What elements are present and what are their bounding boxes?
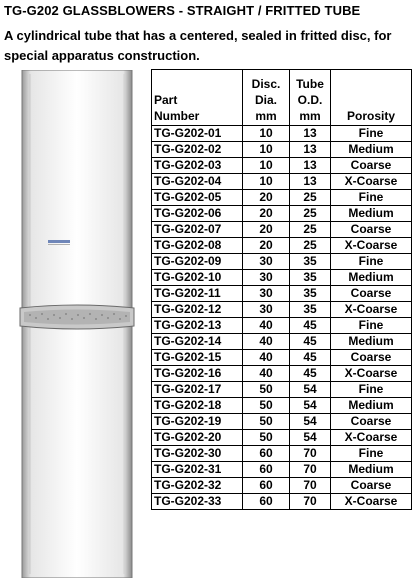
- header-disc-dia: Disc. Dia. mm: [243, 70, 290, 126]
- cell-disc-dia: 20: [243, 206, 290, 222]
- cell-part-number: TG-G202-15: [152, 350, 243, 366]
- cell-part-number: TG-G202-12: [152, 302, 243, 318]
- cell-porosity: Fine: [331, 254, 412, 270]
- cell-tube-od: 45: [290, 318, 331, 334]
- table-row: [152, 350, 412, 366]
- table-row: [152, 158, 412, 174]
- cell-porosity: Medium: [331, 142, 412, 158]
- table-row: [152, 430, 412, 446]
- cell-part-number: TG-G202-08: [152, 238, 243, 254]
- cell-part-number: TG-G202-13: [152, 318, 243, 334]
- cell-disc-dia: 10: [243, 126, 290, 142]
- page-title: TG-G202 GLASSBLOWERS - STRAIGHT / FRITTED TUBE: [4, 3, 361, 18]
- fritted-tube-illustration: [0, 70, 150, 578]
- table-body: [152, 126, 412, 510]
- cell-porosity: Coarse: [331, 414, 412, 430]
- cell-disc-dia: 20: [243, 190, 290, 206]
- cell-disc-dia: 60: [243, 494, 290, 510]
- cell-porosity: Medium: [331, 334, 412, 350]
- table-row: [152, 446, 412, 462]
- cell-disc-dia: 20: [243, 222, 290, 238]
- cell-porosity: X-Coarse: [331, 174, 412, 190]
- tube-logo: [48, 240, 70, 245]
- cell-part-number: TG-G202-10: [152, 270, 243, 286]
- cell-disc-dia: 40: [243, 318, 290, 334]
- table-row: [152, 318, 412, 334]
- fritted-disc: [20, 305, 134, 329]
- cell-disc-dia: 60: [243, 478, 290, 494]
- table-row: [152, 270, 412, 286]
- cell-part-number: TG-G202-06: [152, 206, 243, 222]
- cell-tube-od: 25: [290, 190, 331, 206]
- cell-part-number: TG-G202-09: [152, 254, 243, 270]
- cell-tube-od: 25: [290, 206, 331, 222]
- cell-porosity: Coarse: [331, 158, 412, 174]
- table-row: [152, 142, 412, 158]
- cell-part-number: TG-G202-32: [152, 478, 243, 494]
- cell-tube-od: 70: [290, 462, 331, 478]
- cell-part-number: TG-G202-16: [152, 366, 243, 382]
- table-row: [152, 414, 412, 430]
- cell-disc-dia: 30: [243, 286, 290, 302]
- table-row: [152, 494, 412, 510]
- cell-tube-od: 45: [290, 366, 331, 382]
- product-description: A cylindrical tube that has a centered, sealed in fritted disc, for special apparatus construction.: [4, 28, 392, 63]
- cell-tube-od: 35: [290, 302, 331, 318]
- header-tube-od: Tube O.D. mm: [290, 70, 331, 126]
- cell-disc-dia: 30: [243, 270, 290, 286]
- cell-porosity: Medium: [331, 270, 412, 286]
- cell-porosity: Fine: [331, 446, 412, 462]
- table-header-row: [152, 70, 412, 126]
- cell-part-number: TG-G202-01: [152, 126, 243, 142]
- table-row: [152, 382, 412, 398]
- cell-tube-od: 35: [290, 270, 331, 286]
- header-part-number: Part Number: [152, 70, 243, 126]
- cell-disc-dia: 50: [243, 382, 290, 398]
- cell-part-number: TG-G202-19: [152, 414, 243, 430]
- cell-part-number: TG-G202-07: [152, 222, 243, 238]
- specifications-table: [151, 69, 412, 510]
- cell-porosity: Coarse: [331, 350, 412, 366]
- cell-part-number: TG-G202-17: [152, 382, 243, 398]
- table-row: [152, 222, 412, 238]
- cell-disc-dia: 50: [243, 398, 290, 414]
- cell-porosity: Medium: [331, 206, 412, 222]
- cell-porosity: Medium: [331, 462, 412, 478]
- cell-disc-dia: 50: [243, 414, 290, 430]
- table-row: [152, 126, 412, 142]
- cell-disc-dia: 40: [243, 350, 290, 366]
- cell-porosity: Coarse: [331, 222, 412, 238]
- cell-disc-dia: 10: [243, 158, 290, 174]
- cell-part-number: TG-G202-30: [152, 446, 243, 462]
- cell-porosity: Coarse: [331, 286, 412, 302]
- cell-porosity: Fine: [331, 318, 412, 334]
- cell-tube-od: 13: [290, 142, 331, 158]
- cell-part-number: TG-G202-31: [152, 462, 243, 478]
- cell-part-number: TG-G202-11: [152, 286, 243, 302]
- cell-disc-dia: 50: [243, 430, 290, 446]
- cell-tube-od: 54: [290, 414, 331, 430]
- cell-tube-od: 45: [290, 350, 331, 366]
- cell-porosity: Fine: [331, 382, 412, 398]
- cell-part-number: TG-G202-20: [152, 430, 243, 446]
- cell-disc-dia: 60: [243, 462, 290, 478]
- cell-porosity: X-Coarse: [331, 494, 412, 510]
- cell-disc-dia: 20: [243, 238, 290, 254]
- cell-disc-dia: 10: [243, 142, 290, 158]
- cell-disc-dia: 40: [243, 366, 290, 382]
- cell-tube-od: 35: [290, 254, 331, 270]
- header-porosity: Porosity: [331, 70, 412, 126]
- cell-tube-od: 35: [290, 286, 331, 302]
- cell-tube-od: 25: [290, 238, 331, 254]
- table-row: [152, 174, 412, 190]
- table-row: [152, 478, 412, 494]
- table-row: [152, 398, 412, 414]
- cell-disc-dia: 10: [243, 174, 290, 190]
- cell-tube-od: 54: [290, 398, 331, 414]
- cell-porosity: Medium: [331, 398, 412, 414]
- table-row: [152, 238, 412, 254]
- cell-porosity: X-Coarse: [331, 366, 412, 382]
- cell-porosity: Fine: [331, 126, 412, 142]
- table-row: [152, 462, 412, 478]
- cell-porosity: X-Coarse: [331, 430, 412, 446]
- cell-tube-od: 70: [290, 494, 331, 510]
- cell-porosity: X-Coarse: [331, 302, 412, 318]
- cell-tube-od: 70: [290, 478, 331, 494]
- table-row: [152, 302, 412, 318]
- cell-tube-od: 70: [290, 446, 331, 462]
- cell-disc-dia: 60: [243, 446, 290, 462]
- cell-tube-od: 54: [290, 430, 331, 446]
- cell-part-number: TG-G202-04: [152, 174, 243, 190]
- cell-porosity: Coarse: [331, 478, 412, 494]
- cell-disc-dia: 30: [243, 254, 290, 270]
- table-row: [152, 254, 412, 270]
- cell-tube-od: 13: [290, 174, 331, 190]
- cell-porosity: X-Coarse: [331, 238, 412, 254]
- cell-tube-od: 54: [290, 382, 331, 398]
- cell-part-number: TG-G202-05: [152, 190, 243, 206]
- cell-disc-dia: 30: [243, 302, 290, 318]
- cell-part-number: TG-G202-03: [152, 158, 243, 174]
- table-row: [152, 334, 412, 350]
- table-row: [152, 366, 412, 382]
- cell-tube-od: 25: [290, 222, 331, 238]
- cell-porosity: Fine: [331, 190, 412, 206]
- cell-disc-dia: 40: [243, 334, 290, 350]
- cell-tube-od: 13: [290, 126, 331, 142]
- cell-part-number: TG-G202-14: [152, 334, 243, 350]
- cell-part-number: TG-G202-18: [152, 398, 243, 414]
- cell-part-number: TG-G202-33: [152, 494, 243, 510]
- table-row: [152, 190, 412, 206]
- table-row: [152, 286, 412, 302]
- cell-tube-od: 13: [290, 158, 331, 174]
- cell-tube-od: 45: [290, 334, 331, 350]
- cell-part-number: TG-G202-02: [152, 142, 243, 158]
- table-row: [152, 206, 412, 222]
